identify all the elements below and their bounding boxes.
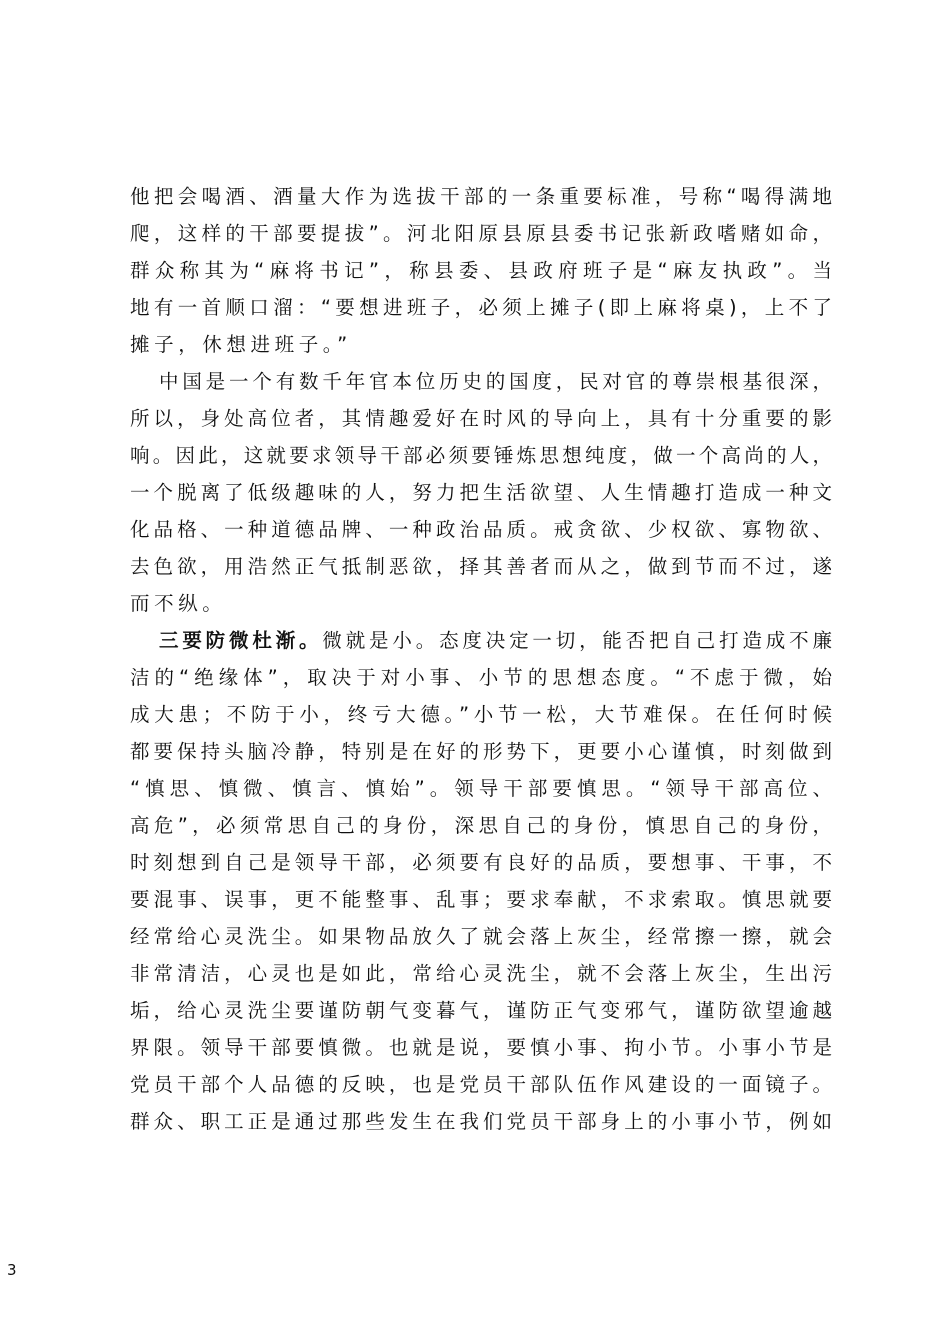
text-line: 而不纵。 bbox=[130, 592, 227, 615]
text-line: 高危”，必须常思自己的身份，深思自己的身份，慎思自己的身份， bbox=[130, 814, 832, 837]
text-line: 化品格、一种道德品牌、一种政治品质。戒贪欲、少权欲、寡物欲、 bbox=[130, 518, 832, 541]
text-line: 响。因此，这就要求领导干部必须要锤炼思想纯度，做一个高尚的人， bbox=[130, 444, 832, 467]
paragraph-lead-heading: 三要防微杜渐。 bbox=[159, 629, 323, 652]
text-line: 洁的“绝缘体”，取决于对小事、小节的思想态度。“不虑于微，始 bbox=[130, 666, 832, 689]
text-line: 时刻想到自己是领导干部，必须要有良好的品质，要想事、干事，不 bbox=[130, 851, 832, 874]
text-line: 垢，给心灵洗尘要谨防朝气变暮气，谨防正气变邪气，谨防欲望逾越 bbox=[130, 999, 832, 1022]
text-line: 党员干部个人品德的反映，也是党员干部队伍作风建设的一面镜子。 bbox=[130, 1073, 832, 1096]
text-line: 成大患；不防于小，终亏大德。”小节一松，大节难保。在任何时候 bbox=[130, 703, 832, 726]
text-line: 爬，这样的干部要提拔”。河北阳原县原县委书记张新政嗜赌如命， bbox=[130, 222, 832, 245]
text-line: 非常清洁，心灵也是如此，常给心灵洗尘，就不会落上灰尘，生出污 bbox=[130, 962, 832, 985]
text-line: 都要保持头脑冷静，特别是在好的形势下，更要小心谨慎，时刻做到 bbox=[130, 740, 832, 763]
text-line: 界限。领导干部要慎微。也就是说，要慎小事、拘小节。小事小节是 bbox=[130, 1036, 832, 1059]
paragraph-1 bbox=[130, 178, 832, 363]
text-line: 要混事、误事，更不能整事、乱事；要求奉献，不求索取。慎思就要 bbox=[130, 888, 832, 911]
body-text bbox=[130, 178, 832, 1140]
text-line: 摊子，休想进班子。” bbox=[130, 333, 352, 356]
text-line-rest: 微就是小。态度决定一切，能否把自己打造成不廉 bbox=[322, 629, 832, 652]
paragraph-2 bbox=[130, 363, 832, 622]
text-line bbox=[130, 622, 832, 659]
text-line: 所以，身处高位者，其情趣爱好在时风的导向上，具有十分重要的影 bbox=[130, 407, 832, 430]
text-line: 他把会喝酒、酒量大作为选拔干部的一条重要标准，号称“喝得满地 bbox=[130, 185, 832, 208]
text-line: 经常给心灵洗尘。如果物品放久了就会落上灰尘，经常擦一擦，就会 bbox=[130, 925, 832, 948]
text-line: “慎思、慎微、慎言、慎始”。领导干部要慎思。“领导干部高位、 bbox=[130, 777, 832, 800]
page-number: 3 bbox=[7, 1261, 17, 1279]
text-line: 一个脱离了低级趣味的人，努力把生活欲望、人生情趣打造成一种文 bbox=[130, 481, 832, 504]
paragraph-3 bbox=[130, 622, 832, 1140]
text-line: 去色欲，用浩然正气抵制恶欲，择其善者而从之，做到节而不过，遂 bbox=[130, 555, 832, 578]
text-line: 地有一首顺口溜：“要想进班子，必须上摊子(即上麻将桌)，上不了 bbox=[130, 296, 832, 319]
text-line: 群众称其为“麻将书记”，称县委、县政府班子是“麻友执政”。当 bbox=[130, 259, 832, 282]
text-line: 群众、职工正是通过那些发生在我们党员干部身上的小事小节，例如 bbox=[130, 1110, 832, 1133]
text-line: 中国是一个有数千年官本位历史的国度，民对官的尊崇根基很深， bbox=[159, 370, 832, 393]
